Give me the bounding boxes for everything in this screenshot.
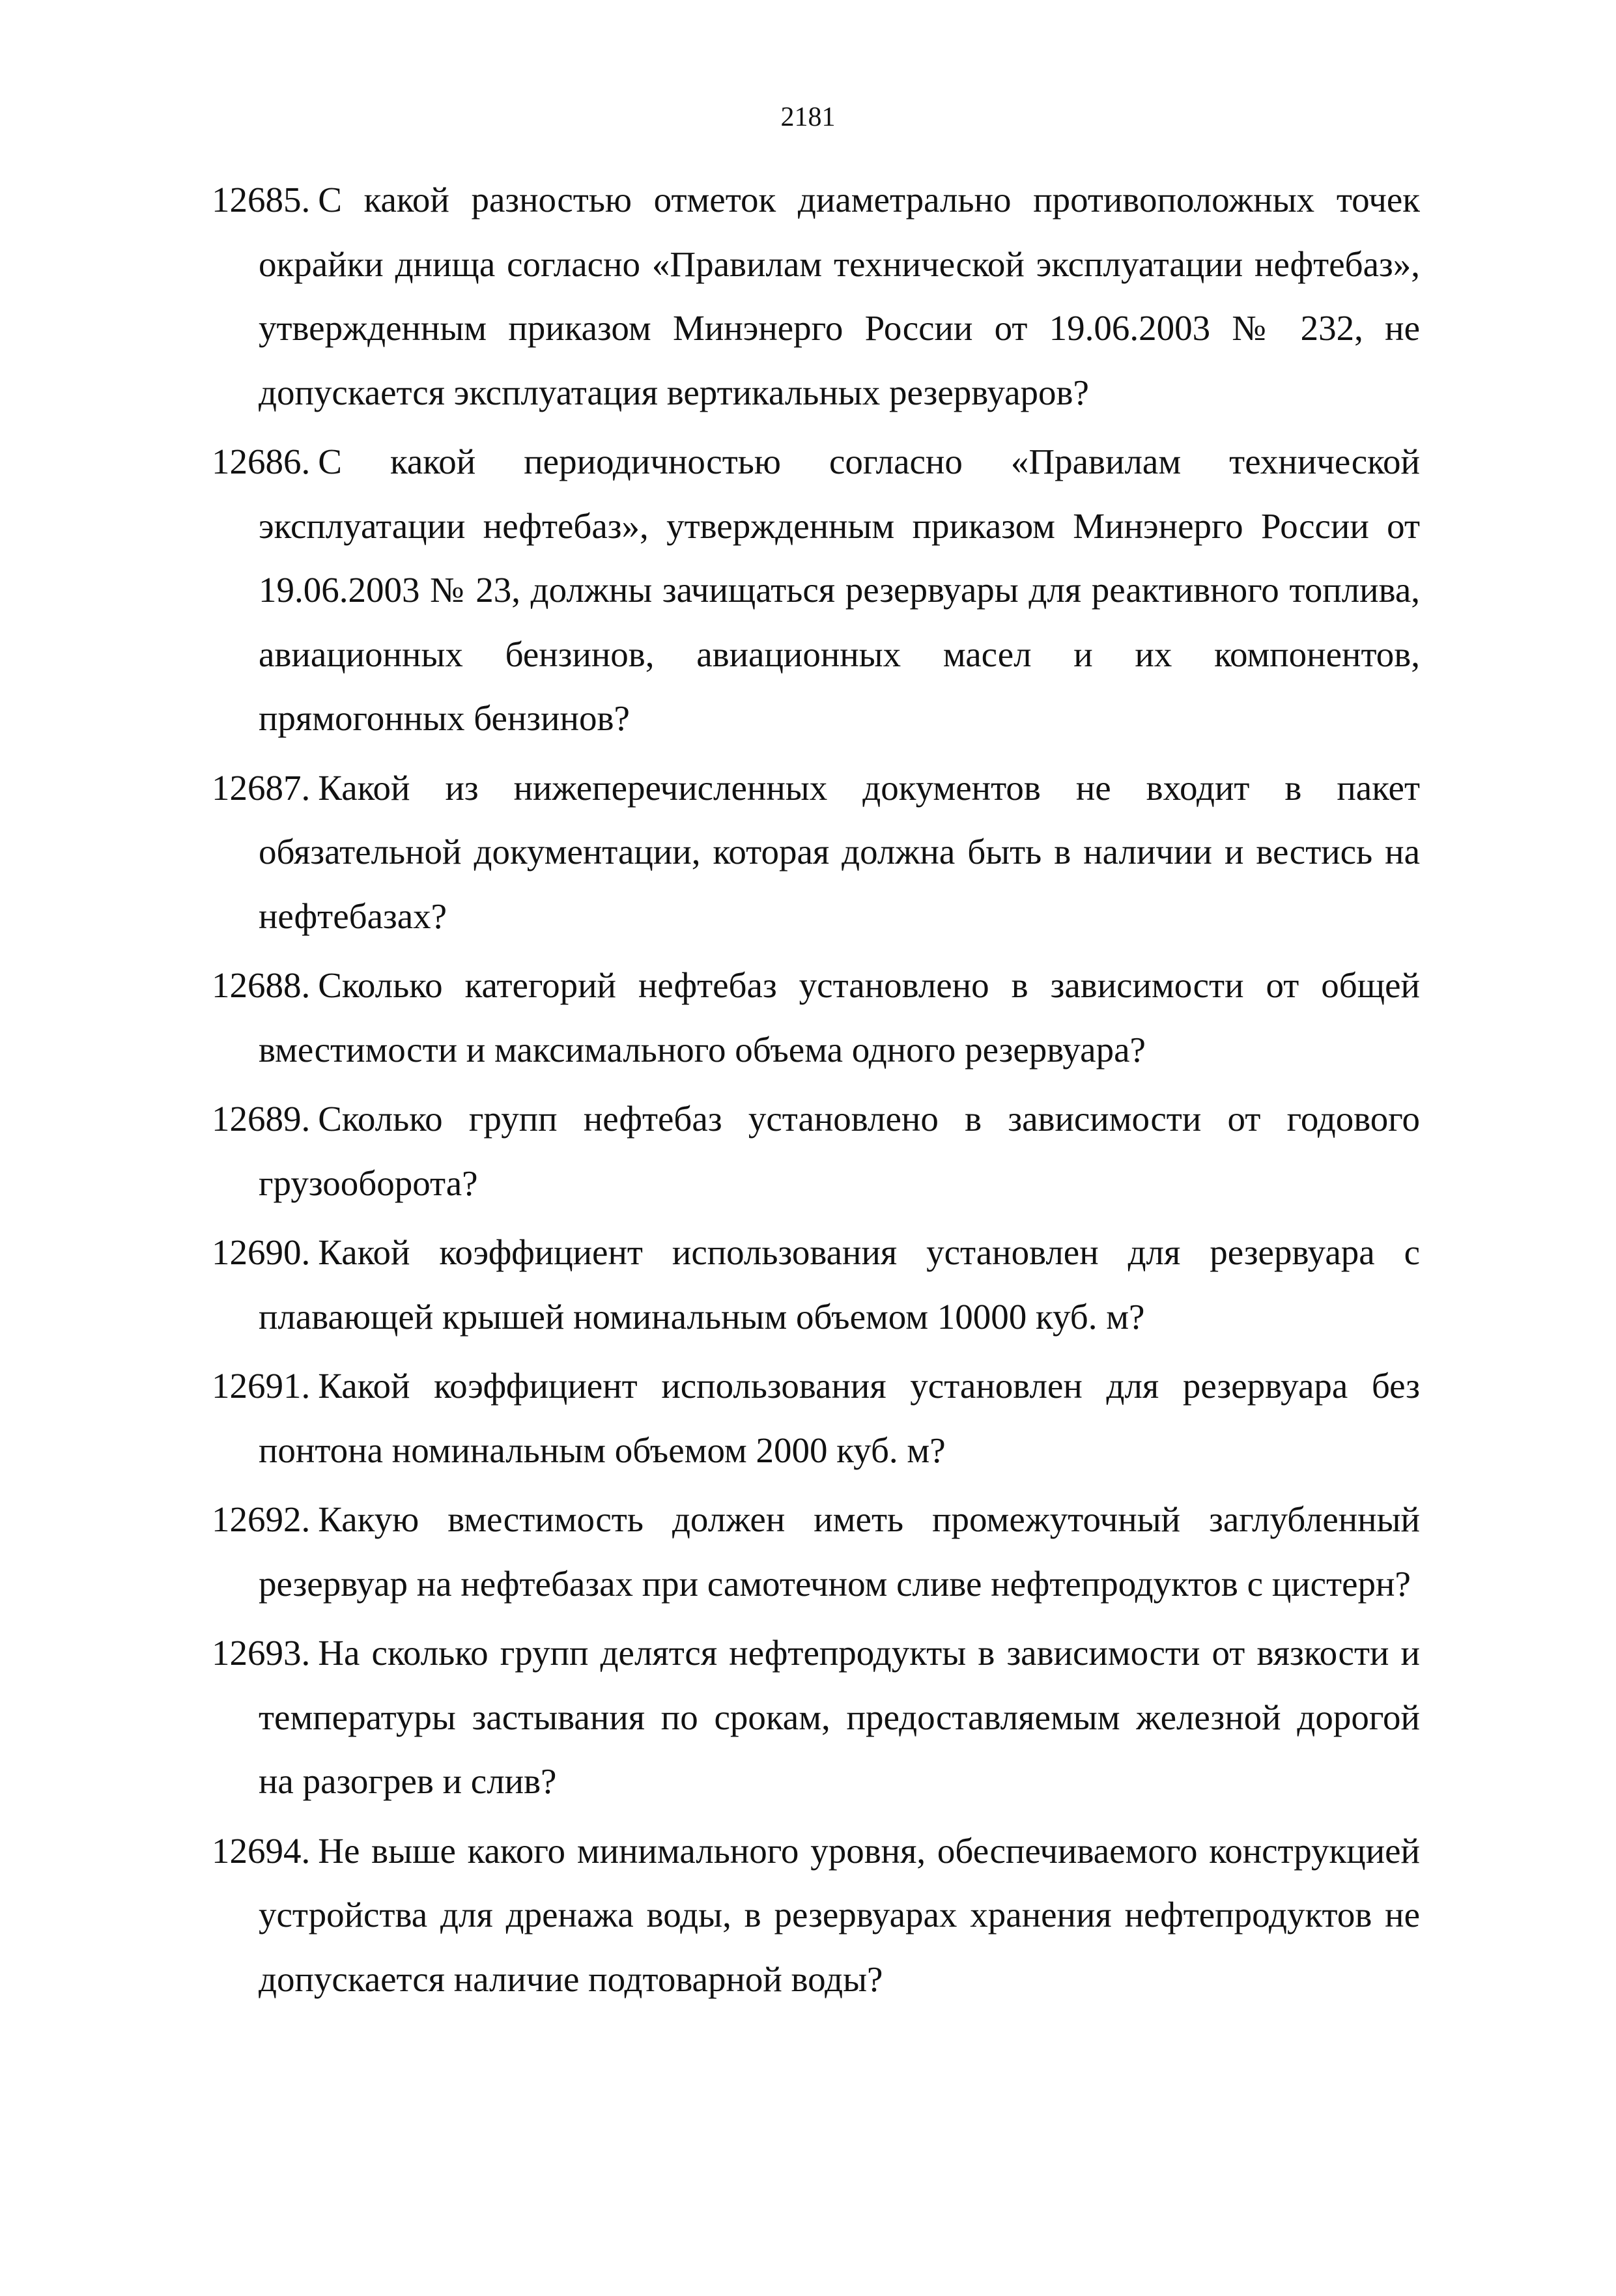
question-item [212, 1221, 1420, 1349]
question-text: Какую вместимость должен иметь промежуточный заглубленный резервуар на нефтебазах при самотечном сливе нефтепродуктов с цистерн? [259, 1499, 1420, 1604]
question-number: 12694. [212, 1830, 311, 1871]
question-text: С какой периодичностью согласно «Правилам технической эксплуатации нефтебаз», утвержденным приказом Минэнерго России от 19.06.2003 № 23, должны зачищаться резервуары для реактивного топлива, авиационных бензинов, авиационных масел и их компонентов, прямогонных бензинов? [259, 442, 1420, 738]
question-text: На сколько групп делятся нефтепродукты в зависимости от вязкости и температуры застывания по срокам, предоставляемым железной дорогой на разогрев и слив? [259, 1633, 1420, 1801]
question-item [212, 1488, 1420, 1616]
question-item [212, 1621, 1420, 1814]
question-text: Не выше какого минимального уровня, обеспечиваемого конструкцией устройства для дренажа воды, в резервуарах хранения нефтепродуктов не допускается наличие подтоварной воды? [259, 1830, 1420, 1999]
question-list [212, 168, 1420, 2017]
question-number: 12691. [212, 1366, 311, 1406]
question-text: Сколько групп нефтебаз установлено в зависимости от годового грузооборота? [259, 1099, 1420, 1203]
question-item [212, 1087, 1420, 1215]
question-item [212, 954, 1420, 1082]
question-item [212, 756, 1420, 949]
question-text: Какой коэффициент использования установлен для резервуара без понтона номинальным объемом 2000 куб. м? [259, 1366, 1420, 1470]
question-number: 12686. [212, 442, 311, 481]
question-number: 12690. [212, 1232, 311, 1272]
question-text: Какой из нижеперечисленных документов не входит в пакет обязательной документации, которая должна быть в наличии и вестись на нефтебазах? [259, 767, 1420, 936]
question-item [212, 430, 1420, 751]
question-number: 12689. [212, 1099, 311, 1139]
question-item [212, 168, 1420, 425]
page-number: 2181 [780, 102, 836, 132]
question-item [212, 1819, 1420, 2012]
question-number: 12693. [212, 1633, 311, 1673]
question-number: 12688. [212, 965, 311, 1005]
question-text: С какой разностью отметок диаметрально противоположных точек окрайки днища согласно «Правилам технической эксплуатации нефтебаз», утвержденным приказом Минэнерго России от 19.06.2003 № 232, не допускается эксплуатация вертикальных резервуаров? [259, 180, 1420, 412]
question-item [212, 1354, 1420, 1482]
question-number: 12685. [212, 180, 311, 220]
question-text: Сколько категорий нефтебаз установлено в зависимости от общей вместимости и максимального объема одного резервуара? [259, 965, 1420, 1070]
question-number: 12692. [212, 1499, 311, 1539]
question-number: 12687. [212, 767, 311, 808]
question-text: Какой коэффициент использования установлен для резервуара с плавающей крышей номинальным объемом 10000 куб. м? [259, 1232, 1420, 1337]
